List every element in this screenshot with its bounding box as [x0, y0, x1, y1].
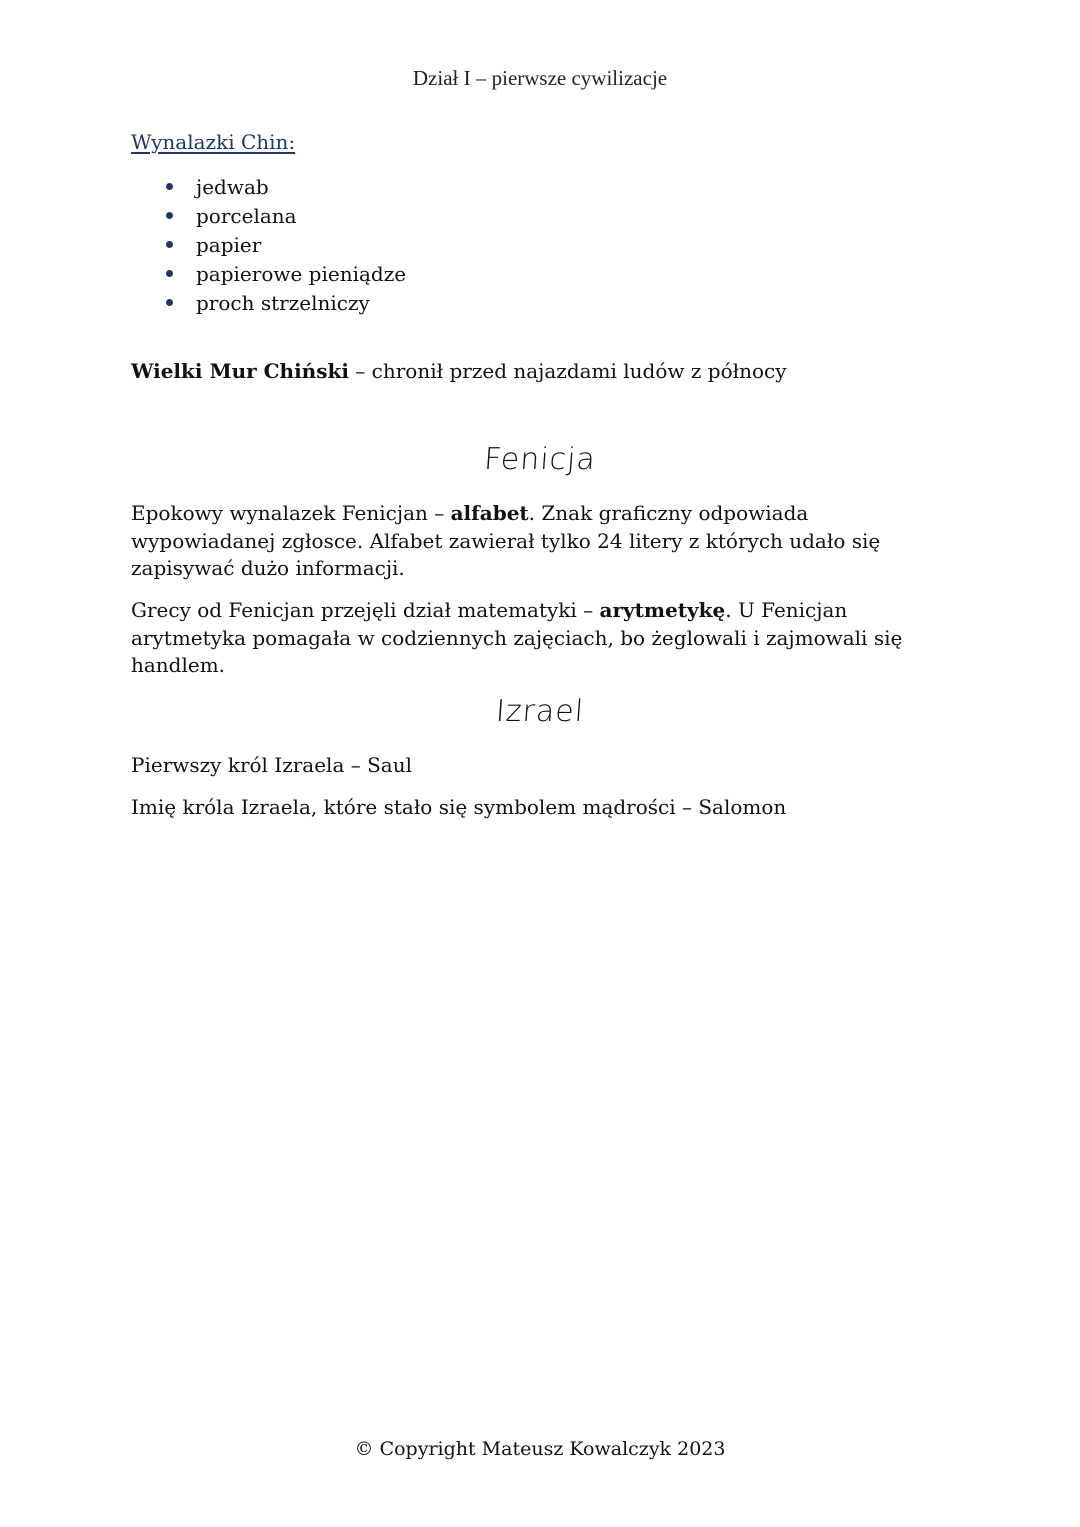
great-wall-term: Wielki Mur Chiński: [131, 359, 349, 383]
list-item-text: jedwab: [196, 174, 269, 199]
bullet-icon: [166, 270, 173, 277]
first-king-paragraph: Pierwszy król Izraela – Saul: [131, 753, 412, 777]
bullet-icon: [166, 299, 173, 306]
arithmetic-paragraph: [131, 597, 951, 680]
list-item: [160, 259, 406, 288]
alphabet-paragraph: [131, 500, 951, 583]
great-wall-paragraph: [131, 358, 951, 386]
alphabet-text-before: Epokowy wynalazek Fenicjan –: [131, 501, 451, 525]
running-header: Dział I – pierwsze cywilizacje: [412, 66, 668, 90]
copyright-footer: © Copyright Mateusz Kowalczyk 2023: [354, 1438, 726, 1460]
list-item: [160, 201, 406, 230]
alphabet-term: alfabet: [450, 501, 529, 525]
inventions-list: [160, 172, 406, 317]
arithmetic-term: arytmetykę: [599, 598, 726, 622]
list-item-text: papierowe pieniądze: [196, 261, 407, 286]
bullet-icon: [166, 241, 173, 248]
bullet-icon: [166, 212, 173, 219]
section-title-chinese-inventions: Wynalazki Chin:: [131, 130, 296, 154]
alphabet-text-after: . Znak graficzny odpowiada wypowiadanej zgłosce. Alfabet zawierał tylko 24 litery z których udało się zapisywać dużo informacji.: [131, 501, 881, 580]
list-item: [160, 288, 406, 317]
list-item-text: papier: [196, 232, 262, 257]
solomon-paragraph: Imię króla Izraela, które stało się symbolem mądrości – Salomon: [131, 795, 787, 819]
heading-phoenicia: Fenicja: [482, 442, 598, 477]
great-wall-description: – chronił przed najazdami ludów z północy: [348, 359, 787, 383]
heading-israel: Izrael: [494, 694, 586, 729]
arithmetic-text-after: . U Fenicjan arytmetyka pomagała w codziennych zajęciach, bo żeglowali i zajmowali się handlem.: [131, 598, 903, 677]
list-item: [160, 172, 406, 201]
list-item-text: proch strzelniczy: [196, 290, 370, 315]
bullet-icon: [166, 183, 173, 190]
list-item-text: porcelana: [196, 203, 297, 228]
arithmetic-text-before: Grecy od Fenicjan przejęli dział matematyki –: [131, 598, 600, 622]
list-item: [160, 230, 406, 259]
